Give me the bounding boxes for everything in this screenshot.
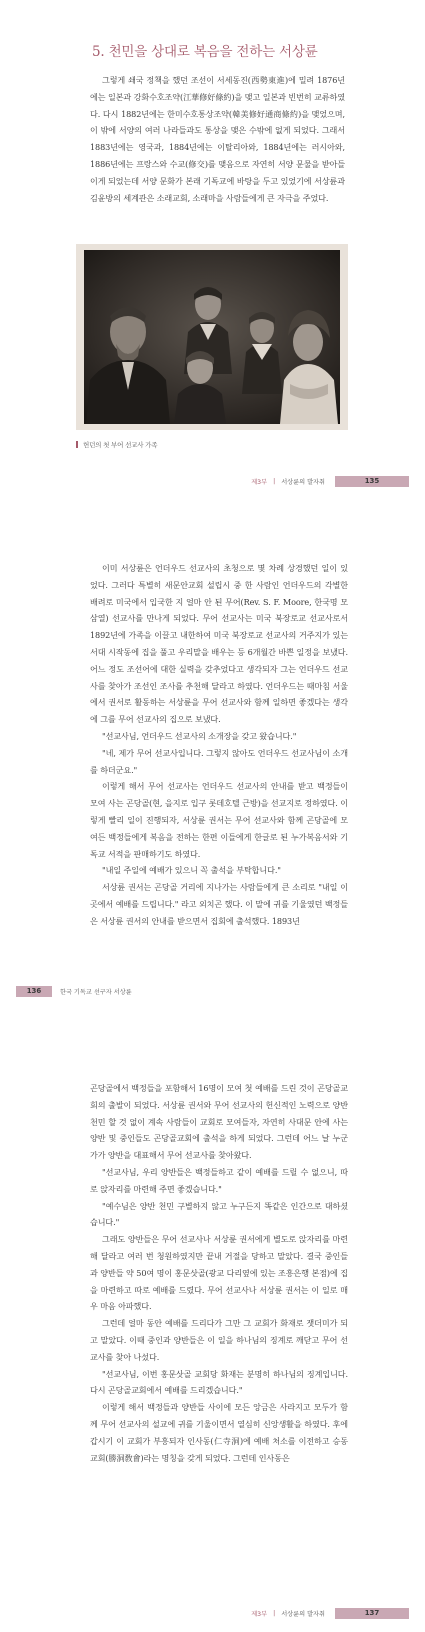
body-text (90, 72, 345, 206)
dialogue-line: "선교사님, 이번 홍문삿골 교회당 화재는 분명히 하나님의 징계입니다. 다시 곤당골교회에서 예배를 드리겠습니다." (90, 1368, 348, 1396)
paragraph: 그런데 얼마 동안 예배를 드리다가 그만 그 교회가 화재로 잿더미가 되고 말았다. 이때 중인과 양반들은 이 일을 하나님의 징계로 깨닫고 무어 선교사를 찾아 나섰다. (90, 1318, 348, 1362)
footer-separator: | (273, 1610, 276, 1617)
footer-separator: | (273, 478, 276, 485)
family-photo-image (76, 244, 348, 430)
footer-chapter: 제3부 (251, 1611, 268, 1618)
dialogue-line: "내일 주일에 예배가 있으니 꼭 출석을 부탁합니다." (102, 865, 281, 876)
page-number: 135 (335, 476, 409, 487)
page-number: 136 (16, 986, 52, 997)
page-135 (0, 0, 425, 500)
page-footer (16, 986, 132, 997)
caption-marker (76, 441, 78, 448)
page-136 (0, 560, 425, 1040)
body-text (90, 560, 348, 930)
page-footer (251, 476, 409, 487)
paragraph: 이렇게 해서 백정들과 양반들 사이에 모든 앙금은 사라지고 모두가 함께 무어 선교사의 설교에 귀를 기울이면서 열심히 신앙생활을 하였다. 후에 갑시기 이 교회가 부흥되자 인사동(仁寺洞)에 예배 처소를 이전하고 승동교회(勝洞敎會)라는 명칭을 갖게 되었다. 그런데 인사동은 (90, 1402, 348, 1463)
footer-book-title: 서상륜의 발자취 (281, 1611, 325, 1618)
body-text (90, 1080, 348, 1466)
paragraph: 그래도 양반들은 무어 선교사나 서상륜 권서에게 별도로 앉자리를 마련해 달라고 여러 번 청원하였지만 끝내 거절을 당하고 말았다. 결국 중인들과 양반들 약 50여 명이 홍문삿골(광교 다리옆에 있는 조흥은행 본점)에 집을 마련하고 따로 예배를 드렸다. 무어 선교사나 서상륜 권서는 이 일로 매우 마음 아파했다. (90, 1234, 348, 1312)
footer-chapter: 제3부 (251, 479, 268, 486)
photo-caption-text: 헌던의 첫 부어 선교사 가족 (83, 441, 158, 449)
dialogue-line: "예수님은 양반 천민 구별하지 않고 누구든지 똑같은 인간으로 대하셨습니다." (90, 1200, 348, 1228)
paragraph: 서상륜 권서는 곤당골 거리에 지나가는 사람들에게 큰 소리로 "내일 이곳에서 예배를 드립니다." 라고 외치곤 했다. 이 말에 귀를 기울였던 백정들은 서상륜 권서의 안내를 받으면서 집회에 출석했다. 1893년 (90, 882, 348, 926)
page-footer (251, 1608, 409, 1619)
paragraph: 이미 서상륜은 언더우드 선교사의 초청으로 몇 차례 상경했던 일이 있었다. 그러다 특별히 새문안교회 설립시 중 한 사람인 언더우드의 각별한 배려로 미국에서 입국한 지 얼마 안 된 무어(Rev. S. F. Moore, 한국명 모삼열) 선교사를 만나게 되었다. 무어 선교사는 미국 북장로교 선교사로서 1892년에 가족을 이끌고 내한하여 미국 북장로교 선교사의 거주지가 있는 서대 시작동에 집을 풀고 우리말을 배우는 등 6개월간 바쁜 일정을 보냈다. 어느 정도 조선어에 대한 실력을 갖추었다고 생각되자 그는 언더우드 선교사를 찾아가 조선인 조사를 추천해 달라고 하였다. 언더우드는 때마침 서울에서 권서로 활동하는 서상륜을 무어 선교사와 함께 일하면 좋겠다는 생각에 그를 무어 선교사의 집으로 보냈다. (90, 563, 348, 725)
footer-book-title: 한국 기독교 선구자 서상륜 (60, 989, 132, 996)
page-number: 137 (335, 1608, 409, 1619)
paragraph: 곤당골에서 백정들을 포함해서 16명이 모여 첫 예배를 드린 것이 곤당골교회의 출발이 되었다. 서상륜 권서와 무어 선교사의 헌신적인 노력으로 양반 천민 할 것 없이 계속 사람들이 교회로 모여들자, 자연히 사대문 안에 사는 양반 및 중인들도 곤당골교회에 출석을 하게 되었다. 그런데 어느 날 누군가가 양반을 대표해서 무어 선교사를 찾아왔다. (90, 1083, 348, 1161)
paragraph: 그렇게 쇄국 정책을 했던 조선이 서세동진(西勢東進)에 밀려 1876년에는 일본과 강화수호조약(江華修好條約)을 맺고 일본과 빈번히 교류하였다. 다시 1882년에는 한미수호통상조약(韓美修好通商條約)을 맺었으며, 이 밖에 서양의 여러 나라들과도 통상을 맺은 수밖에 없게 되었다. 그래서 1883년에는 영국과, 1884년에는 이탈리아와, 1884년에는 러시아와, 1886년에는 프랑스와 수교(修交)를 맺음으로 자연히 서양 문물을 받아들이게 되었는데 서양 문화가 본래 기독교에 바탕을 두고 있었기에 서상륜과 김윤방의 세계관은 소래교회, 소래마을 사람들에게 큰 자극을 주었다. (90, 75, 345, 203)
dialogue-line: "선교사님, 우리 양반들은 백정들하고 같이 예배를 드릴 수 없으니, 따로 앉자리를 마련해 주면 좋겠습니다." (90, 1166, 348, 1194)
dialogue-line: "선교사님, 언더우드 선교사의 소개장을 갖고 왔습니다." (102, 730, 297, 741)
page-137 (0, 1080, 425, 1632)
missionary-family-photo (76, 244, 348, 430)
photo-caption (76, 440, 157, 449)
footer-book-title: 서상륜의 발자취 (281, 479, 325, 486)
dialogue-line: "네, 제가 무어 선교사입니다. 그렇지 않아도 언더우드 선교사님이 소개를 하더군요." (90, 747, 348, 775)
section-title: 5. 천민을 상대로 복음을 전하는 서상륜 (92, 44, 318, 60)
paragraph: 이렇게 해서 무어 선교사는 언더우드 선교사의 안내를 받고 백정들이 모여 사는 곤당골(현, 을지로 입구 롯데호텔 근방)을 선교지로 정하였다. 이렇게 빨리 일이 진행되자, 서상륜 권서는 무어 선교사와 함께 곤당골에 모여든 백정들에게 복음을 전하는 한편 이들에게 한글로 된 누가복음서와 기독교 서적을 판매하기도 하였다. (90, 781, 348, 859)
